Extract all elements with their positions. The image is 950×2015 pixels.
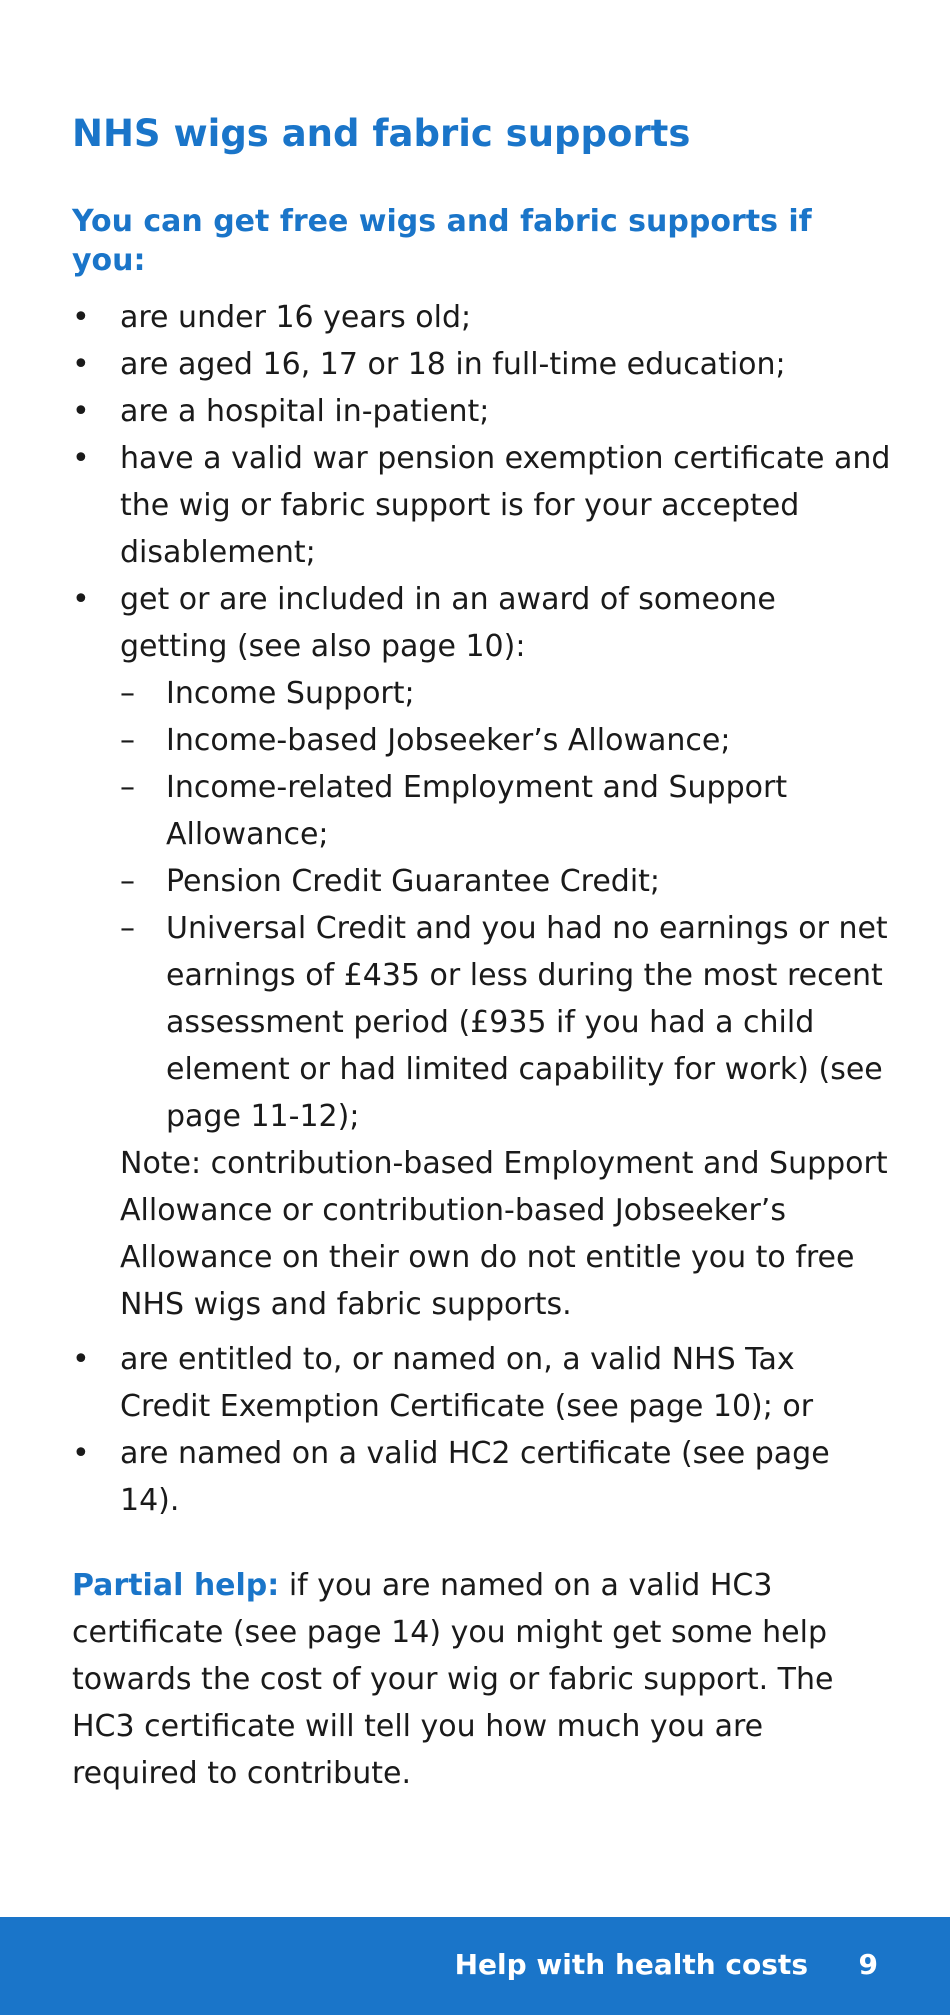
footer-title: Help with health costs xyxy=(454,1948,808,1981)
criteria-item-under-16: • are under 16 years old; xyxy=(72,294,892,341)
benefit-item-employment-support-allowance: – Income-related Employment and Support Allowance; xyxy=(120,764,892,858)
benefit-item-jobseekers-allowance: – Income-based Jobseeker’s Allowance; xyxy=(120,717,892,764)
criteria-item-hc2-certificate: • are named on a valid HC2 certificate (see page 14). xyxy=(72,1430,892,1524)
benefit-item-universal-credit: – Universal Credit and you had no earnings or net earnings of £435 or less during the most recent assessment period (£935 if you had a child element or had limited capability for work) (see page 11-12); xyxy=(120,905,892,1140)
criteria-item-hospital-in-patient: • are a hospital in-patient; xyxy=(72,388,892,435)
benefit-item-pension-credit: – Pension Credit Guarantee Credit; xyxy=(120,858,892,905)
partial-help-text: if you are named on a valid HC3 certificate (see page 14) you might get some help towards the cost of your wig or fabric support. The HC3 certificate will tell you how much you are required to contribute. xyxy=(72,1568,834,1792)
benefits-note: Note: contribution-based Employment and Support Allowance or contribution-based Jobseeker’s Allowance on their own do not entitle you to free NHS wigs and fabric supports. xyxy=(120,1146,888,1323)
criteria-item-tax-credit-certificate: • are entitled to, or named on, a valid NHS Tax Credit Exemption Certificate (see page 10); or xyxy=(72,1336,892,1430)
criteria-item-war-pension: • have a valid war pension exemption certificate and the wig or fabric support is for your accepted disablement; xyxy=(72,435,892,576)
criteria-item-full-time-education: • are aged 16, 17 or 18 in full-time education; xyxy=(72,341,892,388)
benefits-list xyxy=(120,670,892,1140)
page-title: NHS wigs and fabric supports xyxy=(72,112,691,155)
footer-bar xyxy=(0,1917,950,2015)
criteria-item-benefits-label: • get or are included in an award of someone getting (see also page 10): xyxy=(120,582,776,665)
criteria-item-benefits xyxy=(72,576,892,1328)
benefit-item-income-support: – Income Support; xyxy=(120,670,892,717)
partial-help-paragraph xyxy=(72,1562,892,1797)
page-content xyxy=(72,112,892,1827)
footer-page-number: 9 xyxy=(858,1948,878,1981)
intro-heading: You can get free wigs and fabric supports if you: xyxy=(72,204,812,279)
criteria-list xyxy=(72,294,892,1524)
partial-help-label: Partial help: xyxy=(72,1568,280,1604)
